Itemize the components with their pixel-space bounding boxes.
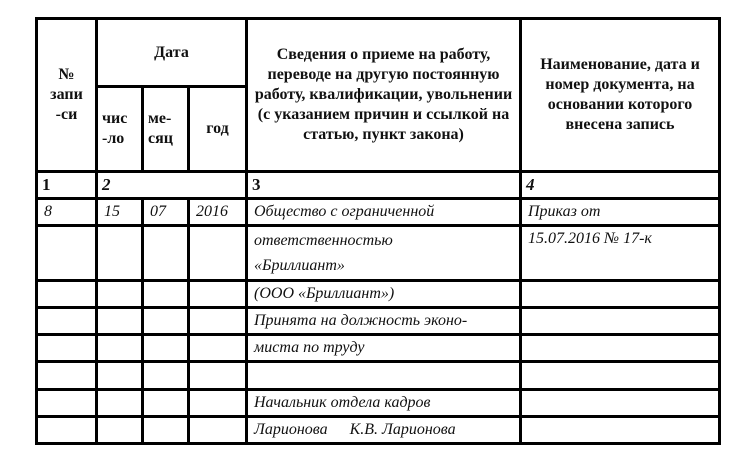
table-row	[37, 308, 720, 335]
cell-document	[521, 362, 720, 389]
header-date	[97, 19, 247, 87]
column-number-2: 2	[97, 172, 247, 199]
cell-record-number	[37, 416, 97, 443]
table-row	[37, 389, 720, 416]
header-day-text: чис -ло	[102, 110, 128, 148]
cell-year: 2016	[189, 199, 247, 226]
column-number-4: 4	[521, 172, 720, 199]
cell-day	[97, 280, 143, 307]
cell-document: 15.07.2016 № 17-к	[521, 226, 720, 280]
header-record-number	[37, 19, 97, 172]
cell-month	[143, 308, 189, 335]
cell-document: Приказ от	[521, 199, 720, 226]
cell-record-number	[37, 226, 97, 280]
cell-day: 15	[97, 199, 143, 226]
header-month-text: ме- сяц	[148, 110, 173, 148]
cell-day	[97, 362, 143, 389]
cell-document	[521, 308, 720, 335]
header-record-number-text: № запи -си	[50, 66, 83, 124]
cell-month: 07	[143, 199, 189, 226]
header-document	[521, 19, 720, 172]
cell-year	[189, 416, 247, 443]
cell-info-text: ответственностью «Бриллиант»	[254, 232, 393, 275]
signature-initials: К.В. Ларионова	[349, 420, 456, 438]
cell-year	[189, 389, 247, 416]
cell-document	[521, 335, 720, 362]
cell-month	[143, 280, 189, 307]
cell-day	[97, 389, 143, 416]
cell-document	[521, 389, 720, 416]
cell-record-number	[37, 280, 97, 307]
signature-row	[37, 416, 720, 443]
cell-year	[189, 362, 247, 389]
cell-month	[143, 416, 189, 443]
cell-info: (ООО «Бриллиант»)	[247, 280, 521, 307]
cell-day	[97, 335, 143, 362]
table-row	[37, 335, 720, 362]
cell-month	[143, 226, 189, 280]
cell-document	[521, 416, 720, 443]
cell-month	[143, 335, 189, 362]
column-number-3: 3	[247, 172, 521, 199]
table-row	[37, 362, 720, 389]
table-row	[37, 280, 720, 307]
cell-record-number	[37, 362, 97, 389]
header-month	[143, 87, 189, 172]
header-info	[247, 19, 521, 172]
cell-record-number	[37, 335, 97, 362]
header-info-text: Сведения о приеме на работу, переводе на другую постоянную работу, квалификации, увольнении (с указанием причин и ссылкой на статью, пункт закона)	[254, 46, 513, 144]
table-row	[37, 199, 720, 226]
cell-month	[143, 389, 189, 416]
header-day	[97, 87, 143, 172]
column-number-1: 1	[37, 172, 97, 199]
column-number-row	[37, 172, 720, 199]
cell-year	[189, 308, 247, 335]
cell-document	[521, 280, 720, 307]
cell-month	[143, 362, 189, 389]
cell-info: Принята на должность эконо-	[247, 308, 521, 335]
table-row	[37, 226, 720, 280]
cell-year	[189, 335, 247, 362]
cell-info	[247, 362, 521, 389]
cell-info	[247, 226, 521, 280]
cell-info: Общество с ограниченной	[247, 199, 521, 226]
work-record-table	[35, 17, 721, 445]
cell-record-number	[37, 308, 97, 335]
header-document-text: Наименование, дата и номер документа, на основании которого внесена запись	[540, 56, 700, 134]
cell-year	[189, 280, 247, 307]
header-year-text: год	[206, 120, 229, 138]
cell-record-number: 8	[37, 199, 97, 226]
cell-day	[97, 226, 143, 280]
cell-year	[189, 226, 247, 280]
cell-info: миста по труду	[247, 335, 521, 362]
signature-name: Ларионова	[254, 420, 328, 438]
cell-record-number	[37, 389, 97, 416]
cell-day	[97, 416, 143, 443]
header-year	[189, 87, 247, 172]
header-date-text: Дата	[154, 43, 189, 61]
cell-info: Начальник отдела кадров	[247, 389, 521, 416]
cell-day	[97, 308, 143, 335]
cell-signature	[247, 416, 521, 443]
